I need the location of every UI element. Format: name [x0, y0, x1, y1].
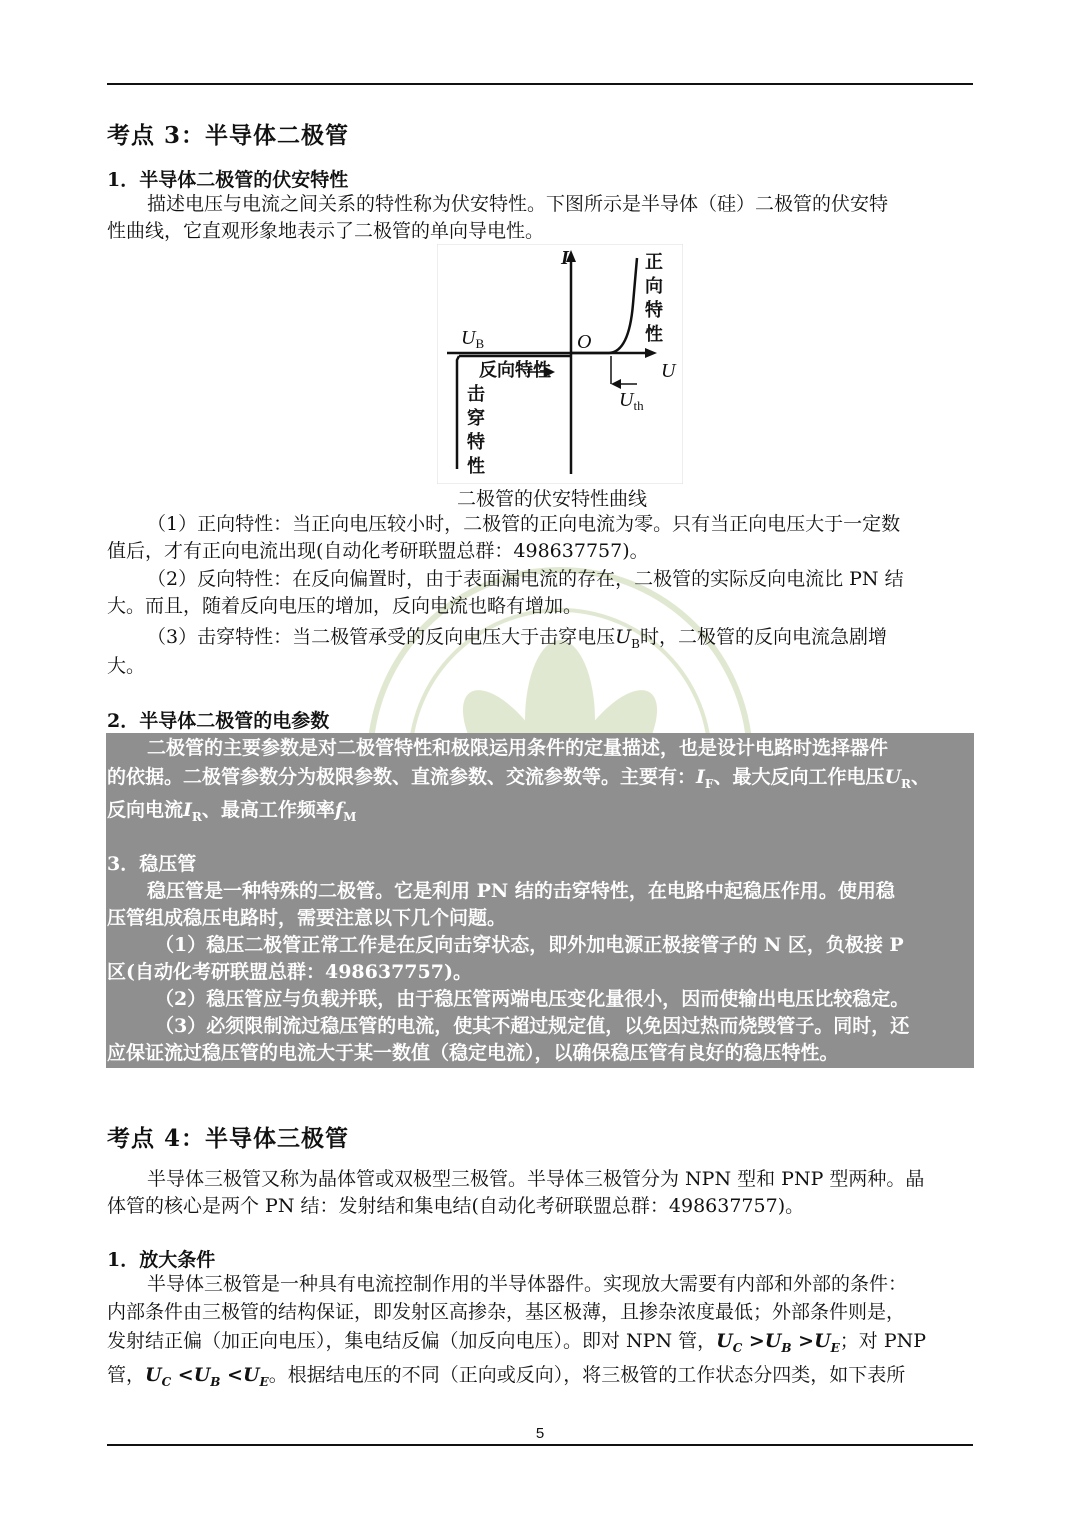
- text-run: 、: [911, 766, 931, 788]
- iv-curve-figure: [437, 244, 683, 484]
- label-origin: O: [577, 331, 592, 353]
- text-run: 、最大反向工作电压: [713, 766, 885, 788]
- paragraph-line: （2）反向特性：在反向偏置时，由于表面漏电流的存在，二极管的实际反向电流比 PN 结: [147, 568, 904, 590]
- label-ub: $U_B$: [461, 327, 485, 351]
- text-run: 。根据结电压的不同（正向或反向），将三极管的工作状态分四类，如下表所: [268, 1364, 906, 1386]
- paragraph-line: 二极管的主要参数是对二极管特性和极限运用条件的定量描述，也是设计电路时选择器件: [147, 737, 889, 759]
- paragraph-line: 半导体三极管是一种具有电流控制作用的半导体器件。实现放大需要有内部和外部的条件：: [147, 1273, 908, 1295]
- paragraph-line: 稳压管是一种特殊的二极管。它是利用 PN 结的击穿特性，在电路中起稳压作用。使用稳: [147, 880, 895, 902]
- paragraph-line: 值后，才有正向电流出现(自动化考研联盟总群：498637757)。: [107, 540, 649, 562]
- footer-rule: [107, 1444, 973, 1446]
- paragraph-line: 区(自动化考研联盟总群：498637757)。: [107, 961, 472, 983]
- label-uth: $U_{th}$: [619, 389, 644, 413]
- paragraph-line: 内部条件由三极管的结构保证，即发射区高掺杂，基区极薄，且掺杂浓度最低；外部条件则是，: [107, 1301, 906, 1323]
- math-var: I: [183, 799, 192, 821]
- paragraph-line: [107, 797, 973, 831]
- paragraph-line: 应保证流过稳压管的电流大于某一数值（稳定电流），以确保稳压管有良好的稳压特性。: [107, 1042, 839, 1064]
- text-run: 反向电流: [107, 799, 184, 821]
- math-expr: $U_C <U_B <U_E$: [145, 1364, 269, 1389]
- paragraph-line: 压管组成稳压电路时，需要注意以下几个问题。: [107, 907, 507, 929]
- math-sub: F: [704, 776, 714, 791]
- label-breakdown-3: 特: [467, 432, 485, 453]
- figure-caption: 二极管的伏安特性曲线: [457, 488, 648, 510]
- section-title-3: 考点 3：半导体二极管: [107, 122, 350, 149]
- paragraph-line: （3）必须限制流过稳压管的电流，使其不超过规定值，以免因过热而烧毁管子。同时，还: [155, 1015, 910, 1037]
- math-var: U: [615, 626, 632, 648]
- paragraph-line: [107, 764, 973, 798]
- page-number: 5: [535, 1425, 545, 1442]
- math-sub: R: [901, 776, 912, 791]
- paragraph-line: 大。而且，随着反向电压的增加，反向电流也略有增加。: [107, 595, 583, 617]
- text-run: ；对 PNP: [839, 1330, 927, 1352]
- math-sub: R: [191, 809, 202, 824]
- paragraph-line: 半导体三极管又称为晶体管或双极型三极管。半导体三极管分为 NPN 型和 PNP 型两种。晶: [147, 1168, 925, 1190]
- header-rule: [107, 83, 973, 85]
- math-var: f: [334, 799, 344, 821]
- text-run: 时，二极管的反向电流急剧增: [639, 626, 887, 648]
- paragraph-line: 大。: [107, 655, 146, 677]
- label-breakdown-1: 击: [467, 384, 485, 405]
- heading-zener: 3．稳压管: [107, 853, 197, 875]
- heading-electrical-parameters: 2．半导体二极管的电参数: [107, 710, 330, 732]
- paragraph-line: 描述电压与电流之间关系的特性称为伏安特性。下图所示是半导体（硅）二极管的伏安特: [147, 193, 889, 215]
- heading-iv-characteristic: 1．半导体二极管的伏安特性: [107, 169, 349, 191]
- label-forward-1: 正: [645, 252, 663, 273]
- label-reverse-characteristic: 反向特性: [479, 360, 551, 381]
- label-forward-4: 性: [645, 324, 663, 345]
- label-forward-3: 特: [645, 300, 663, 321]
- math-sub: B: [631, 636, 640, 651]
- text-run: 管，: [107, 1364, 146, 1386]
- paragraph-line: [107, 1328, 973, 1362]
- text-run: 的依据。二极管参数分为极限参数、直流参数、交流参数等。主要有：: [107, 766, 697, 788]
- text-run: （3）击穿特性：当二极管承受的反向电压大于击穿电压: [147, 626, 616, 648]
- math-sub: M: [343, 809, 357, 824]
- label-breakdown-4: 性: [467, 456, 485, 477]
- paragraph-line: [107, 1362, 973, 1396]
- paragraph-line: （2）稳压管应与负载并联，由于稳压管两端电压变化量很小，因而使输出电压比较稳定。: [155, 988, 910, 1010]
- text-run: 发射结正偏（加正向电压），集电结反偏（加反向电压）。即对 NPN 管，: [107, 1330, 717, 1352]
- math-var: I: [696, 766, 705, 788]
- section-title-4: 考点 4：半导体三极管: [107, 1125, 350, 1152]
- label-voltage: U: [661, 360, 676, 382]
- label-breakdown-2: 穿: [467, 408, 485, 429]
- math-var: U: [884, 766, 902, 788]
- paragraph-line: 性曲线，它直观形象地表示了二极管的单向导电性。: [107, 220, 545, 242]
- paragraph-line: 体管的核心是两个 PN 结：发射结和集电结(自动化考研联盟总群：498637757)。: [107, 1195, 805, 1217]
- paragraph-line: （1）稳压二极管正常工作是在反向击穿状态，即外加电源正极接管子的 N 区，负极接 P: [155, 934, 904, 956]
- math-expr: $U_C >U_B >U_E$: [716, 1330, 840, 1355]
- paragraph-line: （1）正向特性：当正向电压较小时，二极管的正向电流为零。只有当正向电压大于一定数: [147, 513, 901, 535]
- heading-amplification-conditions: 1．放大条件: [107, 1249, 216, 1271]
- text-run: 、最高工作频率: [201, 799, 335, 821]
- label-current: I: [561, 247, 569, 269]
- label-forward-2: 向: [645, 276, 663, 297]
